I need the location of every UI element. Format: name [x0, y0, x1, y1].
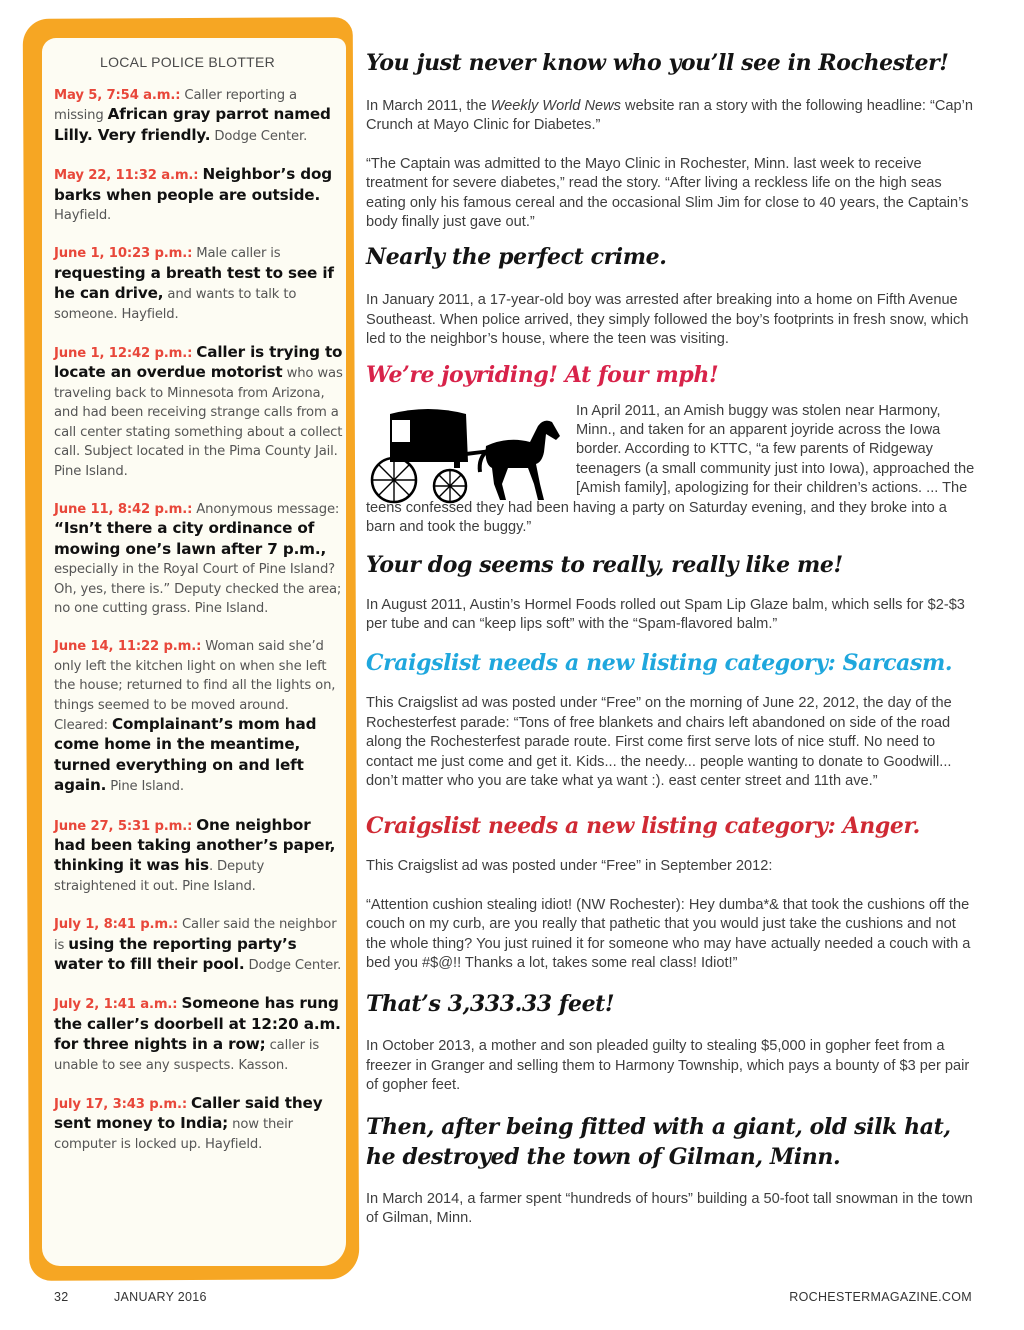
blotter-entry — [54, 86, 346, 146]
story-paragraph: “Attention cushion stealing idiot! (NW Rochester): Hey dumba*& that took the cushions off the couch on my curb, are you really that pathetic that you would just take the cushions and not the whole thing? You just ruined it for someone who may have actually needed a couch with a bed you #$@!! Thanks a lot, takes some real class! Idiot!” — [366, 896, 971, 971]
entry-timestamp: July 1, 8:41 p.m.: — [54, 917, 178, 933]
entry-highlight: Caller said they sent money to India; — [54, 1094, 323, 1133]
entry-highlight: “Isn’t there a city ordinance of mowing one’s lawn after 7 p.m., — [54, 519, 327, 558]
story-paragraph: In October 2013, a mother and son pleaded guilty to stealing $5,000 in gopher feet from a freezer in Granger and selling them to Harmony Township, which pays a bounty of $3 per pair of gopher feet. — [366, 1038, 970, 1094]
story-paragraph: This Craigslist ad was posted under “Free” on the morning of June 22, 2012, the day of the Rochesterfest parade: “Tons of free blankets and chairs left abandoned on side of the road along the Rochesterfest parade route. First come first serve lots of nice stuff. No need to contact me just come and get it. Kids... the needy... people wanting to donate to Goodwill... don’t matter who you are take what ya want :). east center street and 11th ave.” — [366, 695, 952, 789]
blotter-title: LOCAL POLICE BLOTTER — [100, 54, 276, 70]
entry-text: Anonymous message: — [192, 501, 340, 517]
entry-text: especially in the Royal Court of Pine Island? Oh, yes, there is.” Deputy checked the area; no one cutting grass. Pine Island. — [54, 562, 342, 616]
blotter-entry — [54, 994, 346, 1075]
entry-timestamp: May 22, 11:32 a.m.: — [54, 168, 199, 184]
story-gopher-feet — [366, 989, 976, 1095]
story-paragraph: In April 2011, an Amish buggy was stolen near Harmony, Minn., and taken for an apparent joyride across the Iowa border. According to KTTC, “a few parents of Ridgeway teenagers (a small community just into Iowa), approached the [Amish family], apologizing for their children’s actions. ... The teens confessed they had been having a party on Saturday evening, and they broke into a barn and took the buggy.” — [366, 402, 975, 536]
site-url: ROCHESTERMAGAZINE.COM — [789, 1290, 972, 1304]
entry-text: Hayfield. — [54, 208, 112, 224]
buggy-block — [366, 402, 976, 538]
entry-timestamp: June 14, 11:22 p.m.: — [54, 639, 202, 655]
blotter-entry — [54, 1094, 346, 1154]
story-paragraph: This Craigslist ad was posted under “Free” in September 2012: — [366, 858, 773, 875]
blotter-entry — [54, 637, 346, 796]
blotter-entry — [54, 816, 346, 897]
story-heading: Your dog seems to really, really like me! — [366, 551, 843, 578]
story-heading: We’re joyriding! At four mph! — [366, 361, 719, 388]
story-paragraph — [366, 97, 976, 136]
entry-text: now their computer is locked up. Hayfield. — [54, 1117, 293, 1152]
entry-timestamp: June 27, 5:31 p.m.: — [54, 818, 193, 834]
story-paragraph: “The Captain was admitted to the Mayo Clinic in Rochester, Minn. last week to receive treatment for severe diabetes,” read the story. “After living a reckless life on the high seas eating only his famous cereal and the occasional Slim Jim for close to 40 years, the Captain’s body finally just gave out.” — [366, 155, 969, 231]
entry-text: . Deputy straightened it out. Pine Island. — [54, 859, 265, 894]
entry-text: Caller reporting a missing — [54, 88, 297, 124]
entry-text: Pine Island. — [106, 779, 184, 795]
story-paragraph: In March 2014, a farmer spent “hundreds of hours” building a 50-foot tall snowman in the town of Gilman, Minn. — [366, 1190, 973, 1226]
heading-line: Then, after being fitted with a giant, old silk hat, — [366, 1113, 951, 1140]
amish-buggy-icon — [368, 406, 568, 506]
police-blotter-sidebar — [42, 38, 346, 1266]
entry-timestamp: May 5, 7:54 a.m.: — [54, 88, 181, 103]
entry-highlight: African gray parrot named Lilly. Very friendly. — [54, 105, 331, 144]
story-sarcasm — [366, 648, 976, 791]
story-perfect-crime — [366, 242, 976, 349]
story-heading: Nearly the perfect crime. — [366, 244, 667, 271]
story-heading: Craigslist needs a new listing category: Sarcasm. — [366, 650, 953, 677]
entry-timestamp: July 2, 1:41 a.m.: — [54, 997, 178, 1013]
blotter-entry — [54, 500, 346, 618]
entry-timestamp: June 1, 10:23 p.m.: — [54, 246, 193, 262]
entry-text: Caller said the neighbor is — [54, 917, 337, 953]
story-spam — [366, 550, 976, 635]
heading-line: he destroyed the town of Gilman, Minn. — [366, 1143, 841, 1170]
text-run: In March 2011, the — [366, 98, 491, 114]
blotter-entry — [54, 244, 346, 324]
story-captain — [366, 48, 976, 232]
entry-highlight: using the reporting party’s water to fill their pool. — [54, 934, 297, 974]
entry-text: who was traveling back to Minnesota from Arizona, and had been receiving strange calls from a call center stating something about a collect call. Subject located in the Pima County Jail. Pine Island. — [54, 366, 343, 479]
entry-text: and wants to talk to someone. Hayfield. — [54, 287, 297, 322]
publication-name: Weekly World News — [490, 98, 621, 114]
text-run: website ran a story with the following headline: “Cap’n Crunch at Mayo Clinic for Diabetes.” — [366, 98, 974, 134]
story-anger — [366, 811, 976, 973]
story-paragraph: In January 2011, a 17-year-old boy was arrested after breaking into a home on Fifth Avenue Southeast. When police arrived, they simply followed the boy’s footprints in fresh snow, which led to the neighbor’s house, where the teen was visiting. — [366, 292, 969, 348]
story-heading: Craigslist needs a new listing category: Anger. — [366, 813, 920, 840]
story-heading: That’s 3,333.33 feet! — [366, 991, 615, 1018]
blotter-entry — [54, 165, 346, 225]
entry-highlight: Neighbor’s dog barks when people are outside. — [54, 165, 332, 204]
story-paragraph: In August 2011, Austin’s Hormel Foods rolled out Spam Lip Glaze balm, which sells for $2-$3 per tube and can “keep lips soft” with the “Spam-flavored balm.” — [366, 596, 965, 632]
blotter-entry — [54, 343, 346, 481]
entry-text: Male caller is — [192, 246, 281, 262]
entry-highlight: Someone has rung the caller’s doorbell at 12:20 a.m. for three nights in a row; — [54, 994, 341, 1054]
entry-text: Dodge Center. — [244, 958, 342, 974]
entry-timestamp: June 11, 8:42 p.m.: — [54, 501, 193, 517]
story-joyride — [366, 360, 976, 538]
entry-timestamp: June 1, 12:42 p.m.: — [54, 346, 193, 362]
story-heading — [366, 1112, 976, 1172]
entry-highlight: Complainant’s mom had come home in the meantime, turned everything on and left again. — [54, 714, 317, 795]
page-number: 32 — [54, 1290, 69, 1304]
issue-date: JANUARY 2016 — [114, 1290, 207, 1304]
main-column — [366, 48, 976, 1228]
entry-text: caller is unable to see any suspects. Kasson. — [54, 1038, 320, 1073]
entry-text: Woman said she’d only left the kitchen light on when she left the house; returned to find all the lights on, things seemed to be moved around. Cleared: — [54, 639, 336, 733]
story-heading: You just never know who you’ll see in Rochester! — [366, 50, 949, 76]
entry-timestamp: July 17, 3:43 p.m.: — [54, 1097, 187, 1113]
entry-highlight: requesting a breath test to see if he can drive, — [54, 263, 334, 303]
story-snowman — [366, 1112, 976, 1229]
blotter-entry — [54, 915, 346, 975]
entry-text: Dodge Center. — [210, 128, 308, 144]
entry-highlight: One neighbor had been taking another’s paper, thinking it was his — [54, 815, 336, 875]
entry-highlight: Caller is trying to locate an overdue motorist — [54, 343, 343, 382]
